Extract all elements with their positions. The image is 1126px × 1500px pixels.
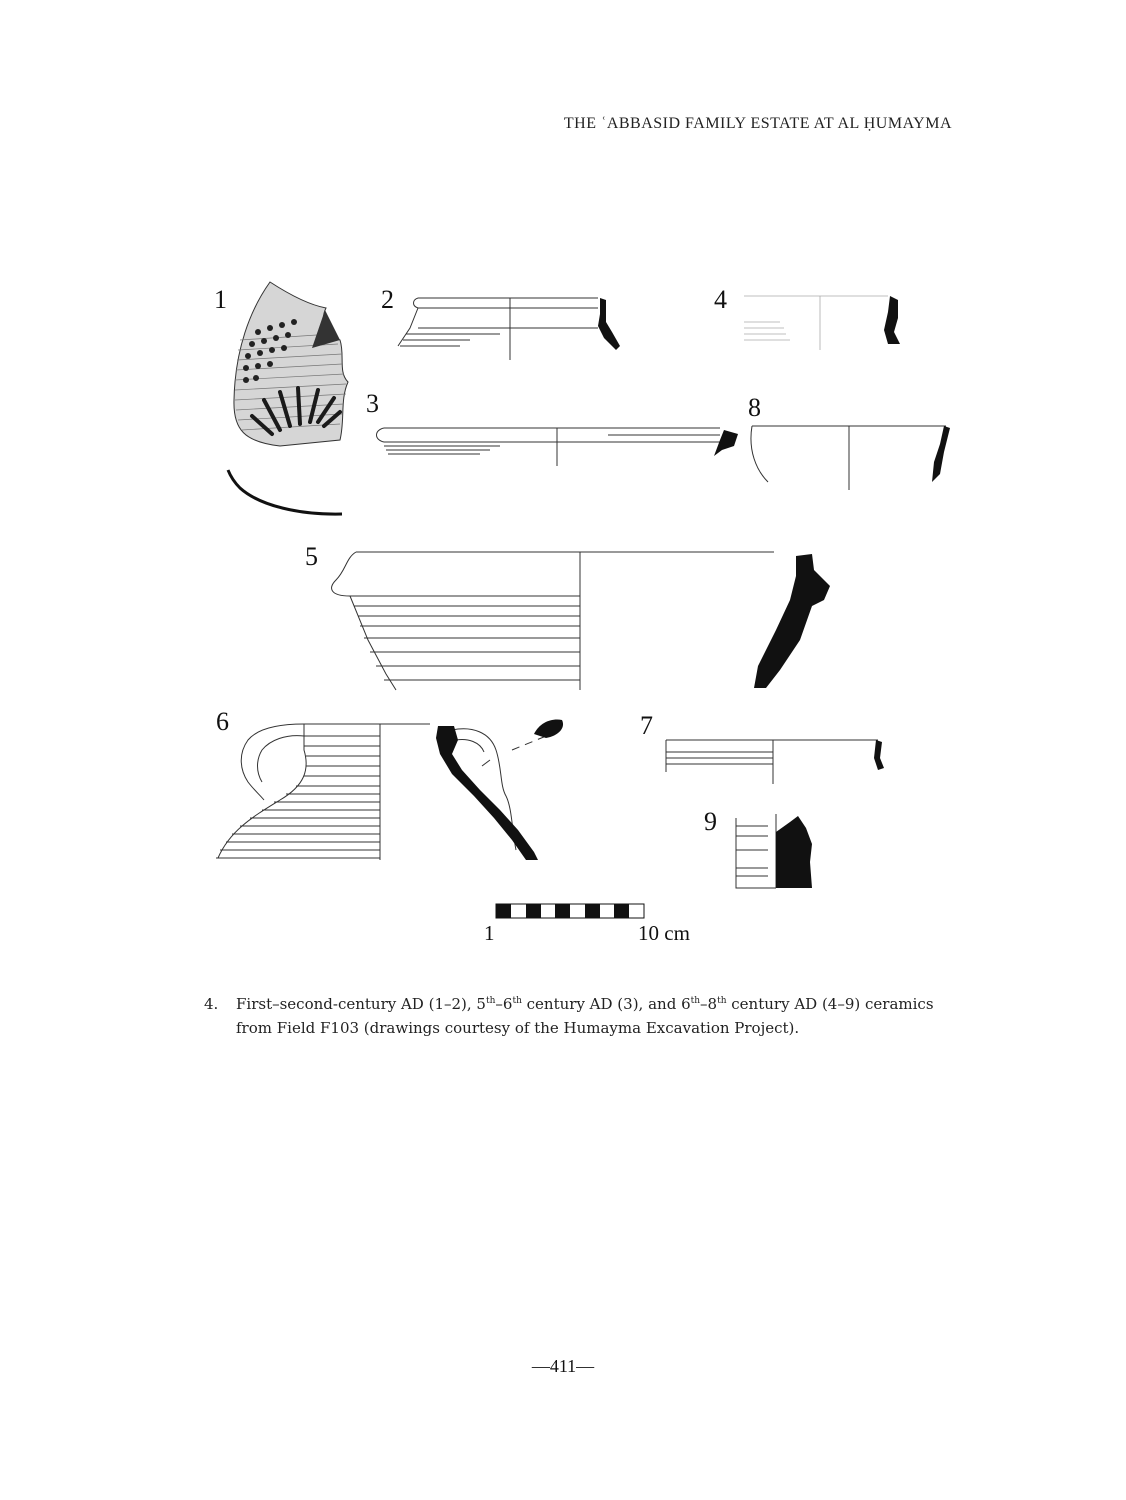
section-5 (754, 554, 830, 688)
page-number: —411— (531, 1356, 595, 1376)
caption-number: 4. (204, 995, 219, 1013)
running-head: THE ʿABBASID FAMILY ESTATE AT AL ḤUMAYMA (563, 115, 952, 132)
rim-profile-4 (744, 296, 888, 350)
base-profile-9 (736, 814, 776, 888)
caption-text: First–second-century AD (1–2), 5th–6th century AD (3), and 6th–8th century AD (4–9) ceramics from Field F103 (drawings courtesy of the Humayma Excavation Project). (236, 995, 934, 1037)
item-label-9: 9 (704, 807, 717, 836)
section-2 (598, 298, 620, 350)
rim-profile-2 (398, 298, 598, 360)
jug-profile-6 (216, 724, 556, 860)
basin-profile-5 (332, 552, 774, 690)
section-3 (714, 430, 738, 456)
item-label-1: 1 (214, 285, 227, 314)
section-7 (874, 740, 884, 770)
sherd-1 (228, 282, 348, 514)
section-9 (776, 816, 812, 888)
bowl-profile-8 (751, 426, 946, 490)
item-label-5: 5 (305, 542, 318, 571)
item-label-7: 7 (640, 711, 653, 740)
figure-caption (204, 992, 964, 1040)
scale-end-label: 10 cm (638, 921, 690, 945)
item-label-3: 3 (366, 389, 379, 418)
ceramics-figure (200, 270, 980, 960)
rim-profile-7 (666, 740, 878, 784)
ceramics-drawing (200, 270, 980, 960)
handle-section-6 (534, 720, 563, 738)
item-label-8: 8 (748, 393, 761, 422)
scale-bar (484, 904, 690, 945)
section-6 (436, 726, 538, 860)
item-label-2: 2 (381, 285, 394, 314)
section-8 (932, 426, 950, 482)
section-4 (884, 296, 900, 344)
scale-start-label: 1 (484, 921, 495, 945)
item-label-4: 4 (714, 285, 727, 314)
item-label-6: 6 (216, 707, 229, 736)
rim-profile-3 (377, 428, 721, 466)
